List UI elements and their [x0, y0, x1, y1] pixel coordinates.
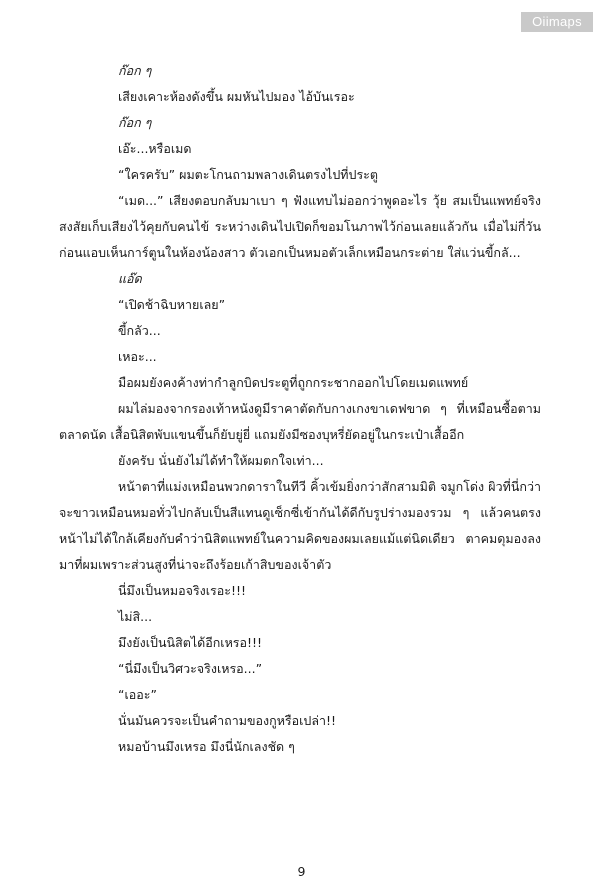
paragraph: มือผมยังคงค้างท่ากำลูกบิดประตูที่ถูกกระชากออกไปโดยเมดแพทย์ [118, 375, 469, 390]
paragraph: เอ๊ะ...หรือเมด [118, 141, 192, 156]
paragraph: เหอะ... [118, 349, 157, 364]
body-text [59, 58, 541, 760]
paragraph: ยังครับ นั่นยังไม่ได้ทำให้ผมตกใจเท่า... [118, 453, 324, 468]
watermark-badge: Oiimaps [521, 12, 593, 32]
paragraph: ก๊อก ๆ [118, 115, 152, 130]
paragraph: ก๊อก ๆ [118, 63, 152, 78]
paragraph: นี่มึงเป็นหมอจริงเรอะ!!! [118, 583, 247, 598]
page-number: 9 [297, 864, 306, 879]
paragraph: เสียงเคาะห้องดังขึ้น ผมหันไปมอง ไอ้บันเรอะ [118, 89, 355, 104]
paragraph: “ใครครับ” ผมตะโกนถามพลางเดินตรงไปที่ประตู [118, 167, 378, 182]
paragraph: “เออะ” [118, 687, 157, 702]
paragraph: “เมด...” เสียงตอบกลับมาเบา ๆ ฟังแทบไม่ออกว่าพูดอะไร วุ้ย สมเป็นแพทย์จริง สงสัยเก็บเสียงไว้คุยกับคนไข้ ระหว่างเดินไปเปิดก็ขอมโนภาพไว้ก่อนเลยแล้วกัน เมื่อไม่กี่วันก่อนแอบเห็นการ์ตูนในห้องน้องสาว ตัวเอกเป็นหมอตัวเล็กเหมือนกระต่าย ใส่แว่นขี้กลั... [59, 193, 541, 260]
paragraph: ผมไล่มองจากรองเท้าหนังดูมีราคาตัดกับกางเกงขาเดฟขาด ๆ ที่เหมือนซื้อตามตลาดนัด เสื้อนิสิตพับแขนขึ้นก็ยับยู่ยี่ แถมยังมีซองบุหรี่ยัดอยู่ในกระเป๋าเสื้ออีก [59, 401, 541, 442]
paragraph: มึงยังเป็นนิสิตได้อีกเหรอ!!! [118, 635, 263, 650]
paragraph: หน้าตาที่แม่งเหมือนพวกดาราในทีวี คิ้วเข้มยิ่งกว่าสักสามมิติ จมูกโด่ง ผิวที่นี่กว่าจะขาวเหมือนหมอทั่วไปกลับเป็นสีแทนดูเซ็กซี่เข้ากันได้ดีกับรูปร่างมองรวม ๆ แล้วคนตรงหน้าไม่ได้ใกล้เคียงกับคำว่านิสิตแพทย์ในความคิดของผมเลยแม้แต่นิดเดียว ตาคมดุมองลงมาที่ผมเพราะส่วนสูงที่น่าจะถึงร้อยเก้าสิบของเจ้าตัว [59, 479, 541, 572]
paragraph: หมอบ้านมึงเหรอ มึงนี่นักเลงชัด ๆ [118, 739, 295, 754]
paragraph: นั่นมันควรจะเป็นคำถามของกูหรือเปล่า!! [118, 713, 337, 728]
paragraph: ไม่สิ... [118, 609, 153, 624]
paragraph: ขี้กลัว... [118, 323, 161, 338]
paragraph: “นี่มึงเป็นวิศวะจริงเหรอ...” [118, 661, 263, 676]
paragraph: “เปิดช้าฉิบหายเลย” [118, 297, 226, 312]
paragraph: แอ๊ด [118, 271, 142, 286]
